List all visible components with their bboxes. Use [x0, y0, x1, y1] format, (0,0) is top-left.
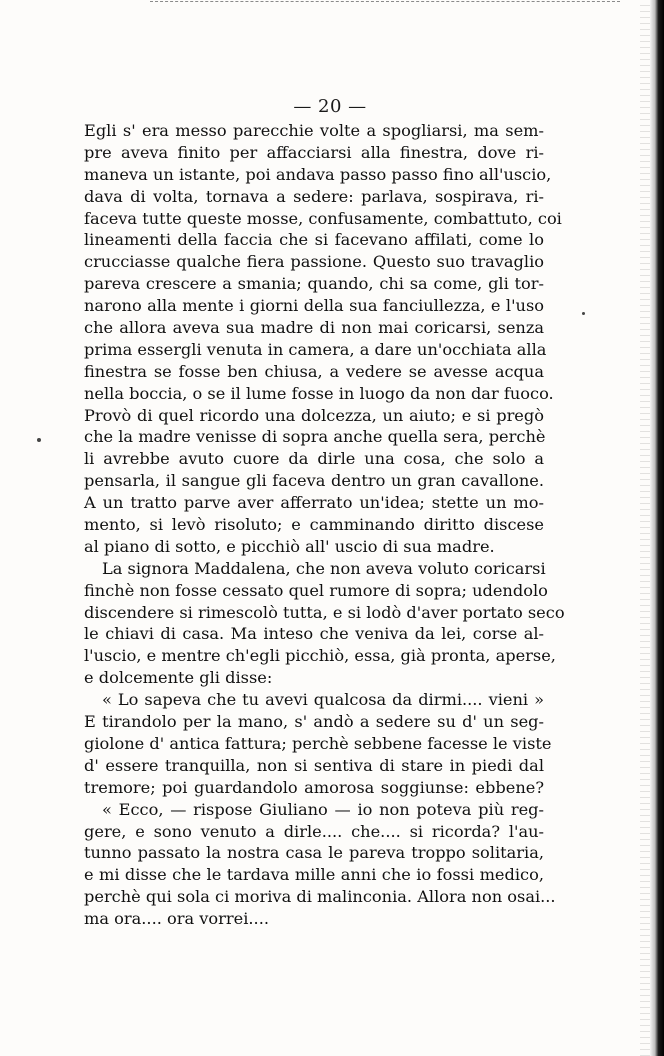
text-line: nella boccia, o se il lume fosse in luogo da non dar fuoco. — [84, 383, 554, 403]
text-line: crucciasse qualche fiera passione. Questo suo travaglio — [84, 252, 544, 272]
text-line: pareva crescere a smania; quando, chi sa come, gli tor- — [84, 274, 544, 294]
text-line: finchè non fosse cessato quel rumore di sopra; udendolo — [84, 580, 548, 600]
text-line: faceva tutte queste mosse, confusamente, combattuto, coi — [84, 208, 562, 228]
text-line: Egli s' era messo parecchie volte a spogliarsi, ma sem- — [84, 121, 544, 140]
text-line: al piano di sotto, e picchiò all' uscio di sua madre. — [84, 536, 495, 556]
body-text — [84, 120, 565, 930]
text-line: Provò di quel ricordo una dolcezza, un aiuto; e si pregò — [84, 405, 544, 425]
page-edge-speckle — [640, 0, 650, 1056]
text-line: prima essergli venuta in camera, a dare un'occhiata alla — [84, 339, 547, 359]
text-line: pre aveva finito per affacciarsi alla finestra, dove ri- — [84, 142, 544, 162]
text-line: tremore; poi guardandolo amorosa soggiunse: ebbene? — [84, 777, 544, 797]
text-line: lineamenti della faccia che si facevano affilati, come lo — [84, 230, 544, 250]
text-line: perchè qui sola ci moriva di malinconia. Allora non osai... — [84, 887, 556, 907]
text-line: li avrebbe avuto cuore da dirle una cosa, che solo a — [84, 449, 544, 469]
text-line: giolone d' antica fattura; perchè sebbene facesse le viste — [84, 733, 552, 753]
text-line: narono alla mente i giorni della sua fanciullezza, e l'uso — [84, 296, 544, 316]
text-line: e dolcemente gli disse: — [84, 668, 273, 688]
top-edge-rule — [150, 1, 620, 2]
text-line: dava di volta, tornava a sedere: parlava, sospirava, ri- — [84, 186, 544, 206]
ink-speck — [37, 438, 41, 442]
ink-speck — [582, 312, 585, 315]
text-line: « Lo sapeva che tu avevi qualcosa da dirmi.... vieni » — [102, 690, 544, 710]
binding-shadow — [650, 0, 664, 1056]
text-line: l'uscio, e mentre ch'egli picchiò, essa, già pronta, aperse, — [84, 646, 556, 666]
text-line: che la madre venisse di sopra anche quella sera, perchè — [84, 427, 546, 447]
text-line: discendere si rimescolò tutta, e si lodò d'aver portato seco — [84, 602, 565, 622]
text-line: che allora aveva sua madre di non mai coricarsi, senza — [84, 318, 544, 338]
text-line: d' essere tranquilla, non si sentiva di stare in piedi dal — [84, 755, 544, 775]
text-line: ma ora.... ora vorrei.... — [84, 909, 269, 929]
text-line: pensarla, il sangue gli faceva dentro un gran cavallone. — [84, 471, 544, 491]
text-line: tunno passato la nostra casa le pareva troppo solitaria, — [84, 843, 544, 863]
text-line: le chiavi di casa. Ma inteso che veniva da lei, corse al- — [84, 624, 544, 644]
text-line: E tirandolo per la mano, s' andò a sedere su d' un seg- — [84, 712, 544, 732]
text-line: e mi disse che le tardava mille anni che io fossi medico, — [84, 865, 544, 885]
text-line: La signora Maddalena, che non aveva voluto coricarsi — [102, 558, 546, 578]
text-line: A un tratto parve aver afferrato un'idea; stette un mo- — [84, 493, 544, 513]
text-line: « Ecco, — rispose Giuliano — io non poteva più reg- — [102, 799, 544, 819]
text-line: maneva un istante, poi andava passo passo fino all'uscio, — [84, 164, 552, 184]
text-line: mento, si levò risoluto; e camminando diritto discese — [84, 515, 544, 535]
page-number: — 20 — — [293, 96, 367, 117]
text-line: gere, e sono venuto a dirle.... che.... si ricorda? l'au- — [84, 821, 544, 841]
text-line: finestra se fosse ben chiusa, a vedere se avesse acqua — [84, 361, 544, 381]
